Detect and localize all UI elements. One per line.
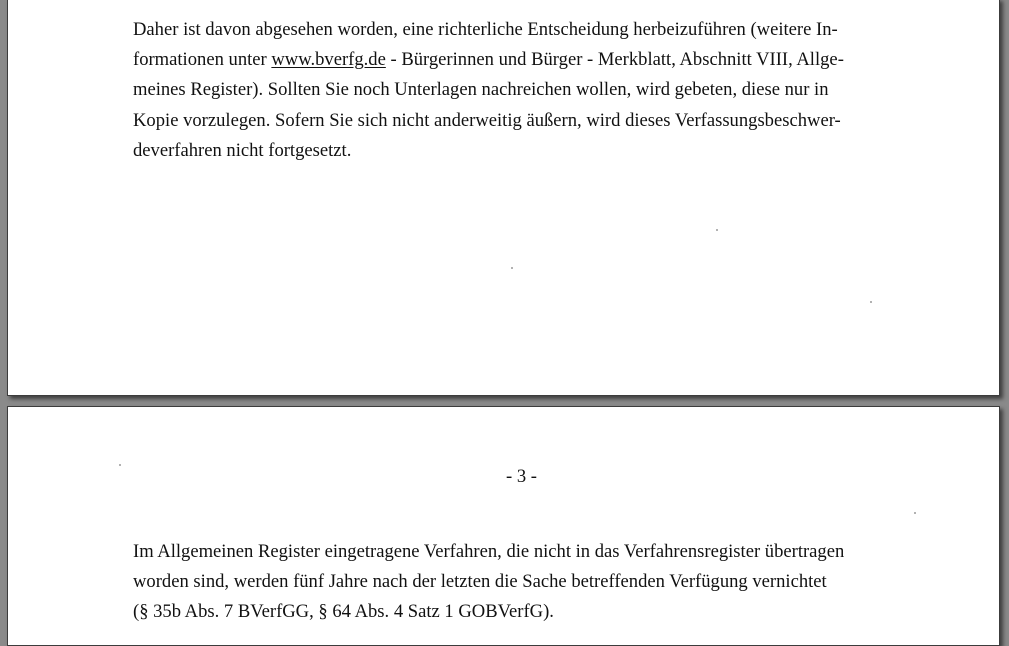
bverfg-website-link[interactable]: www.bverfg.de — [271, 49, 386, 71]
text-line: meines Register). Sollten Sie noch Unterlagen nachreichen wollen, wird gebeten, diese nur in — [133, 79, 829, 101]
page-number: - 3 - — [506, 466, 537, 487]
paragraph-register-notice — [133, 15, 913, 166]
scan-speck — [870, 301, 872, 303]
scan-speck — [716, 229, 718, 231]
text-line: Kopie vorzulegen. Sofern Sie sich nicht anderweitig äußern, wird dieses Verfassungsbeschwer- — [133, 109, 841, 131]
text-line: Daher ist davon abgesehen worden, eine richterliche Entscheidung herbeizuführen (weitere In- — [133, 19, 838, 40]
text-line: Im Allgemeinen Register eingetragene Verfahren, die nicht in das Verfahrensregister übertragen — [133, 541, 845, 562]
text-line: formationen unter www.bverfg.de - Bürgerinnen und Bürger - Merkblatt, Abschnitt VIII, Allge- — [133, 49, 844, 71]
document-page-previous — [7, 0, 1000, 396]
document-page-3 — [7, 406, 1000, 646]
scan-speck — [914, 512, 916, 514]
scan-speck — [511, 267, 513, 269]
paragraph-retention-notice — [133, 537, 913, 628]
text-line: worden sind, werden fünf Jahre nach der letzten die Sache betreffenden Verfügung vernichtet — [133, 571, 827, 593]
text-line: deverfahren nicht fortgesetzt. — [133, 139, 352, 161]
text-line: (§ 35b Abs. 7 BVerfGG, § 64 Abs. 4 Satz 1 GOBVerfG). — [133, 601, 554, 623]
scan-speck — [119, 464, 121, 466]
